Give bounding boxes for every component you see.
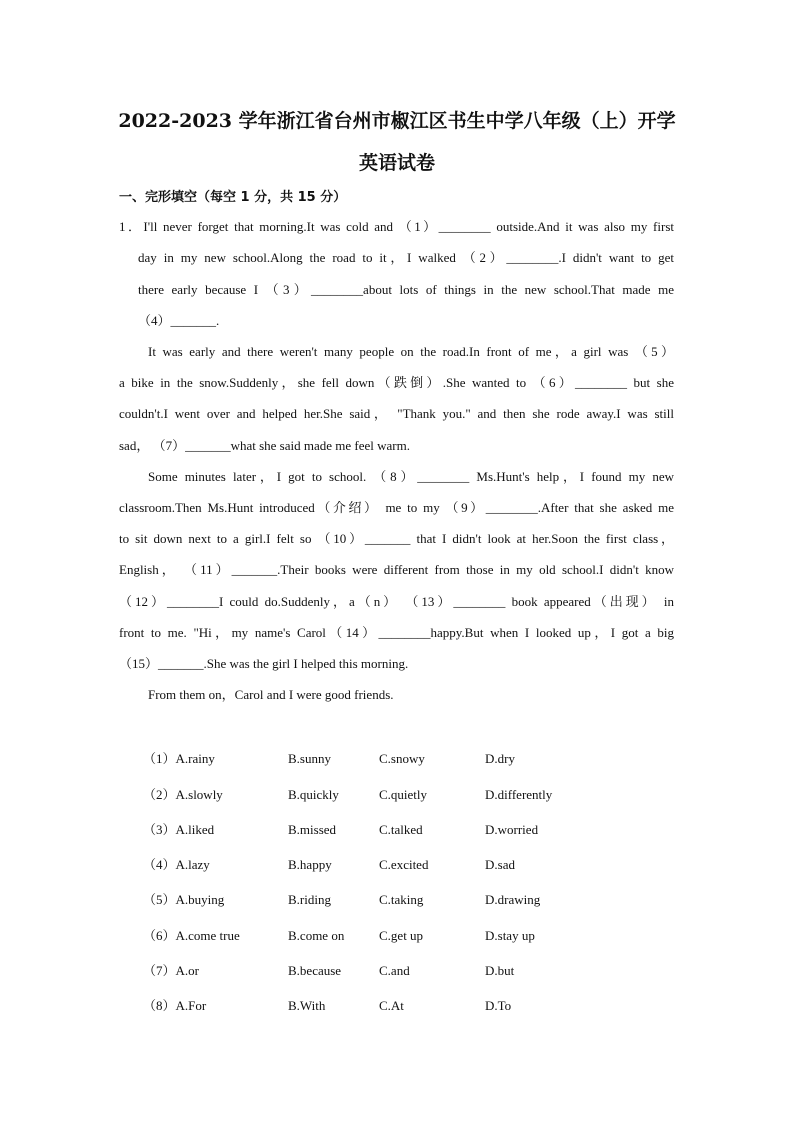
option-b: B.happy	[288, 857, 332, 872]
passage-line: classroom.Then Ms.Hunt introduced（介绍） me to my （9）________.After that she asked me	[119, 500, 674, 515]
option-c: C.At	[379, 998, 404, 1013]
option-c: C.taking	[379, 892, 424, 907]
option-b: B.With	[288, 998, 326, 1013]
passage-line: to sit down next to a girl.I felt so （10）_______ that I didn't look at her.Soon the first class，	[119, 531, 674, 546]
passage-line: （15）_______.She was the girl I helped this morning.	[119, 656, 409, 671]
option-c: C.talked	[379, 822, 423, 837]
option-c: C.and	[379, 963, 410, 978]
option-c: C.quietly	[379, 787, 428, 802]
section-heading: 一、完形填空（每空 1 分，共 15 分）	[119, 190, 347, 205]
passage-line: day in my new school.Along the road to it，I walked （2）________.I didn't want to get	[138, 250, 674, 265]
option-b: B.missed	[288, 822, 337, 837]
option-b: B.come on	[288, 928, 345, 943]
option-a: （7）A.or	[143, 963, 199, 978]
option-d: D.dry	[485, 751, 515, 766]
passage-line: It was early and there weren't many people on the road.In front of me，a girl was （5）	[148, 344, 674, 359]
option-a: （4）A.lazy	[143, 857, 210, 872]
option-d: D.differently	[485, 787, 553, 802]
option-d: D.worried	[485, 822, 539, 837]
passage-line: there early because I （3）________about lots of things in the new school.That made me	[138, 282, 674, 297]
exam-title-line-2: 英语试卷	[358, 152, 435, 174]
passage-line: （4）_______.	[138, 313, 220, 328]
exam-title-line-1: 2022-2023 学年浙江省台州市椒江区书生中学八年级（上）开学	[118, 110, 676, 132]
option-a: （5）A.buying	[143, 892, 225, 907]
option-d: D.To	[485, 998, 512, 1013]
passage-line: Some minutes later，I got to school. （8）________ Ms.Hunt's help，I found my new	[148, 469, 674, 484]
option-b: B.because	[288, 963, 342, 978]
option-a: （2）A.slowly	[143, 787, 223, 802]
passage-line: a bike in the snow.Suddenly，she fell down（跌倒）.She wanted to （6）________ but she	[119, 375, 674, 390]
option-b: B.sunny	[288, 751, 331, 766]
option-a: （8）A.For	[143, 998, 207, 1013]
option-d: D.but	[485, 963, 515, 978]
option-d: D.sad	[485, 857, 515, 872]
option-b: B.quickly	[288, 787, 339, 802]
option-c: C.excited	[379, 857, 429, 872]
option-a: （6）A.come true	[143, 928, 240, 943]
option-c: C.get up	[379, 928, 424, 943]
passage-line: couldn't.I went over and helped her.She said， "Thank you." and then she rode away.I was still	[119, 406, 674, 421]
passage-line: （12）________I could do.Suddenly，a（n） （13）________ book appeared（出现） in	[119, 594, 674, 609]
passage-line: front to me. "Hi，my name's Carol（14）________happy.But when I looked up，I got a big	[119, 625, 674, 640]
passage-line: sad， （7）_______what she said made me feel warm.	[119, 438, 410, 453]
option-a: （3）A.liked	[143, 822, 215, 837]
option-d: D.stay up	[485, 928, 535, 943]
option-d: D.drawing	[485, 892, 541, 907]
passage-line: From them on，Carol and I were good friends.	[148, 687, 394, 702]
option-a: （1）A.rainy	[143, 751, 215, 766]
option-c: C.snowy	[379, 751, 425, 766]
option-b: B.riding	[288, 892, 331, 907]
passage-line: 1．I'll never forget that morning.It was cold and （1）________ outside.And it was also my first	[119, 219, 674, 234]
passage-line: English， （11）_______.Their books were different from those in my old school.I didn't know	[119, 562, 674, 577]
